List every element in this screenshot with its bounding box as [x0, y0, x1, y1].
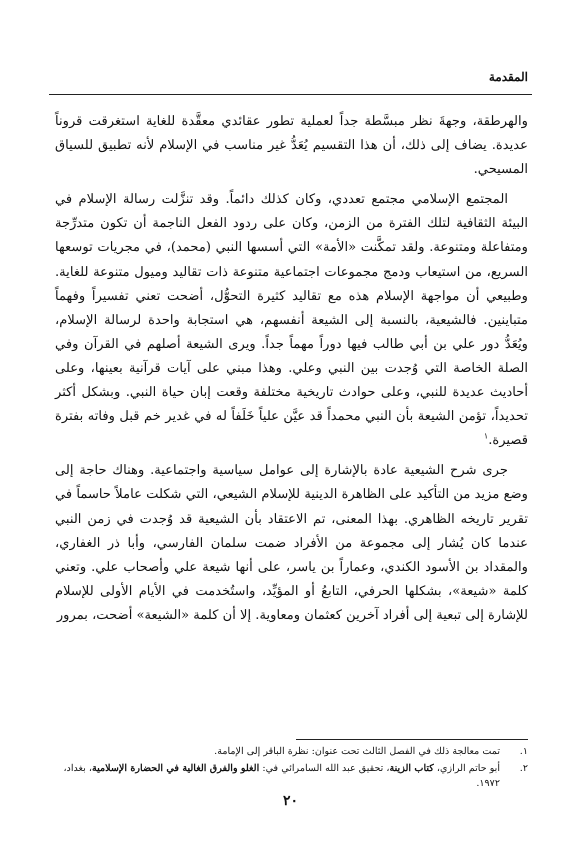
footnote-text [53, 761, 500, 791]
paragraph-2-text: المجتمع الإسلامي مجتمع تعددي، وكان كذلك دائماً. وقد تنزَّلت رسالة الإسلام في البيئة الثقافية لتلك الفترة من الزمن، وكان على ردود الفعل الناجمة أن تكون متدرِّجة ومتفاعلة ومتنوعة. ولقد تمكَّنت «الأمة» التي أسسها النبي (محمد)، في مجريات توسعها السريع، من استيعاب ودمج مجموعات اجتماعية متنوعة ذات تقاليد وميول متنوعة للغاية. وطبيعي أن مواجهة الإسلام هذه مع تقاليد كثيرة التحوُّل، أضحت تعني تفسيراً وفهماً متباينين. فالشيعية، بالنسبة إلى الشيعة أنفسهم، هي استجابة واحدة لرسالة الإسلام، ويُعَدُّ دور علي بن أبي طالب فيها دوراً مهماً جداً. ويرى الشيعة أصلهم في القرآن وفي الصلة الخاصة التي وُجدت بين النبي وعلي. وهذا مبني على آيات قرآنية بعينها، وعلى أحاديث عديدة للنبي، وعلى حوادث تاريخية مختلفة وقعت إبان حياة النبي. وبشكل أكثر تحديداً، تؤمن الشيعة بأن النبي محمداً قد عيَّن علياً خَلَفاً له في غدير خم قبل وفاته بفترة قصيرة. [55, 192, 528, 449]
paragraph-1: والهرطقة، وجهةَ نظر مبسَّطة جداً لعملية تطور عقائدي معقَّدة للغاية استغرقت قروناً عديدة. يضاف إلى ذلك، أن هذا التقسيم يُعَدُّ غير مناسب في الإسلام لأنه تطبيق للسياق المسيحي. [55, 114, 528, 178]
footnote-divider [296, 739, 528, 740]
footnotes [53, 744, 528, 793]
footnote-tail: ، بغداد، ١٩٧٢. [63, 763, 500, 789]
paragraph-3 [55, 459, 528, 628]
footnote-author: أبو حاتم الرازي، [433, 763, 500, 774]
footnote-book-title: كتاب الزينة [389, 763, 434, 774]
running-header: المقدمة [488, 70, 528, 84]
footnote-number: ٢. [519, 763, 528, 774]
page-number: ٢٠ [282, 793, 299, 809]
footnote-number: ١. [519, 746, 528, 757]
paragraph-3-text: جرى شرح الشيعية عادة بالإشارة إلى عوامل سياسية واجتماعية. وهناك حاجة إلى وضع مزيد من التأكيد على الظاهرة الدينية للإسلام الشيعي، التي شكلت عاملاً حاسماً في تقرير تاريخه الظاهري. بهذا المعنى، تم الاعتقاد بأن الشيعية قد وُجدت في زمن النبي عندما كان يُشار إلى مجموعة من الأفراد ضمت سلمان الفارسي، وأبا ذر الغفاري، والمقداد بن الأسود الكندي، وعماراً بن ياسر، على أنها شيعة علي وأصحاب علي. وتعني كلمة «شيعة»، بشكلها الحرفي، التابعُ أو المؤيِّد، واستُخدمت في الأيام الأولى للإسلام للإشارة إلى تبعية إلى أفراد آخرين كعثمان ومعاوية. إلا أن كلمة «الشيعة» أضحت، بمرور [55, 463, 528, 623]
paragraph-2 [55, 188, 528, 453]
footnote-text: تمت معالجة ذلك في الفصل الثالث تحت عنوان: نظرة الباقر إلى الإمامة. [214, 746, 500, 757]
footnote-1 [53, 744, 528, 759]
body-text [55, 110, 528, 628]
footnote-2 [53, 761, 528, 791]
header-divider [49, 94, 532, 95]
footnote-middle: ، تحقيق عبد الله السامرائي في: [259, 763, 390, 774]
footnote-ref-1[interactable]: ١ [483, 431, 489, 441]
footnote-work-title: الغلو والفرق الغالية في الحضارة الإسلامية [91, 763, 260, 774]
